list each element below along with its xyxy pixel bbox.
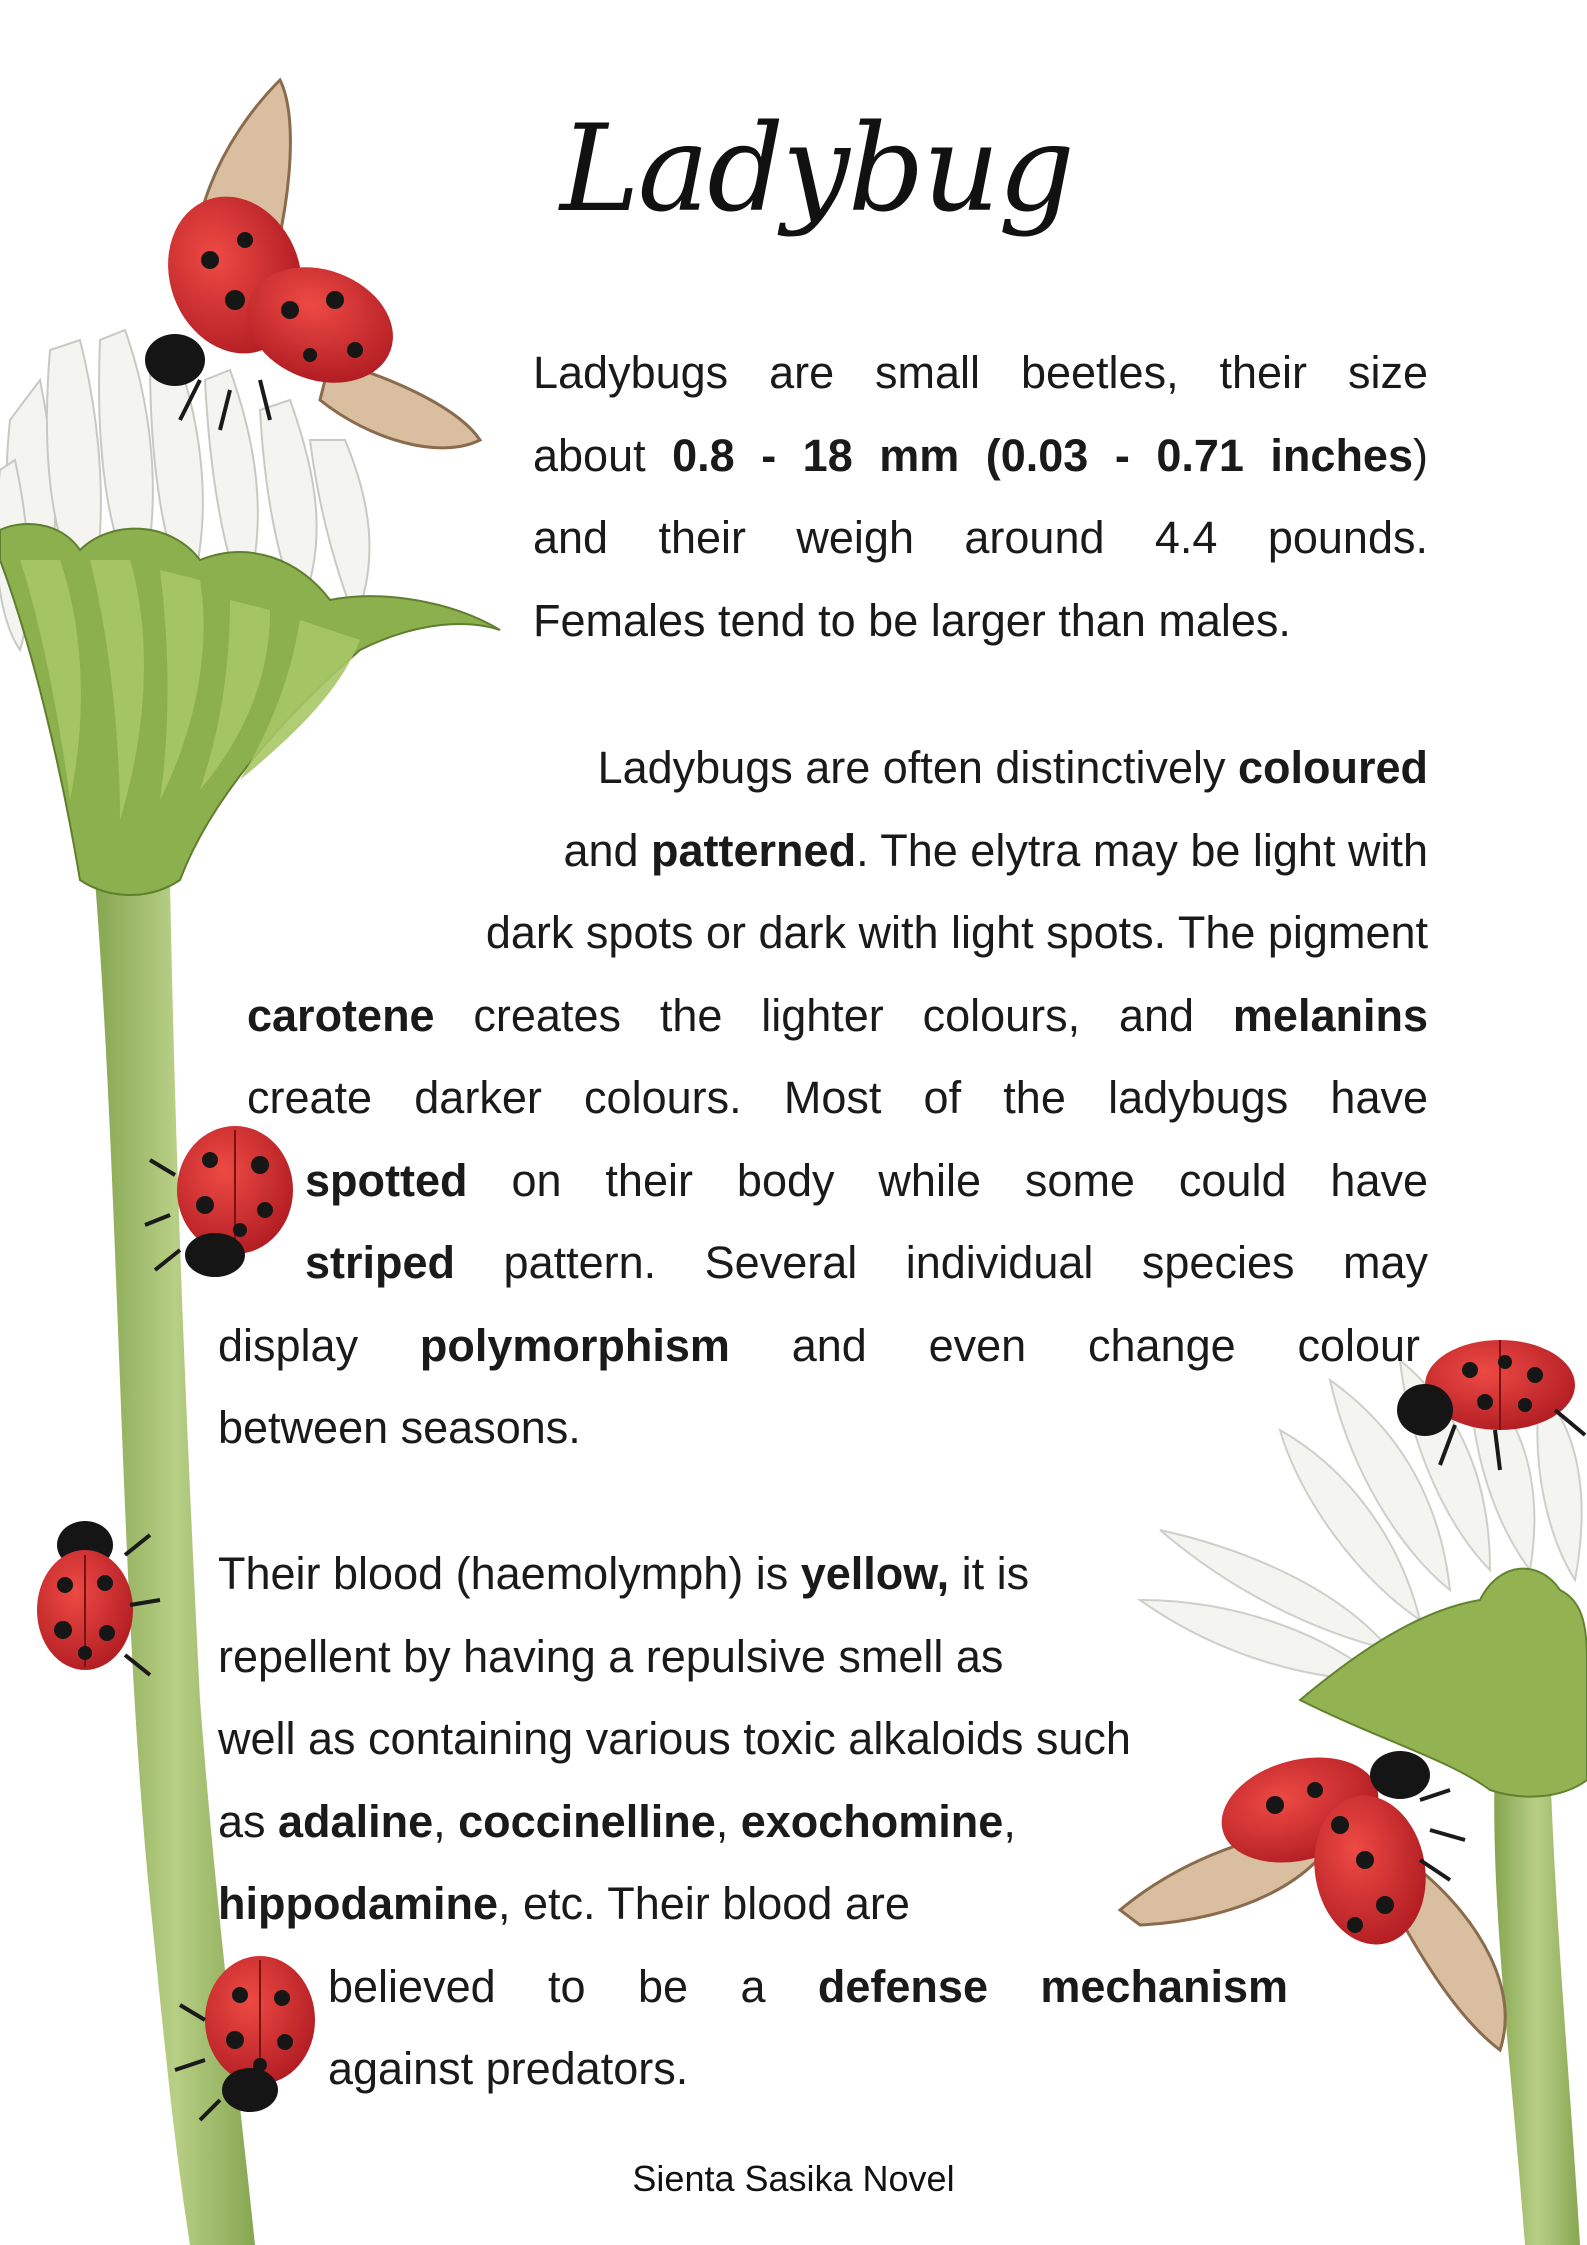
paragraph-blood (218, 1533, 1318, 2111)
text-line: believed to be a defense mechanism (328, 1960, 1288, 2012)
text-line: dark spots or dark with light spots. The pigment (485, 907, 1428, 958)
text-line: striped pattern. Several individual species may (305, 1237, 1428, 1288)
text-line: between seasons. (218, 1402, 581, 1453)
text-line: Ladybugs are small beetles, their size (533, 347, 1428, 398)
text-line: Ladybugs are often distinctively coloured (597, 742, 1428, 793)
text-line: Their blood (haemolymph) is yellow, it is (218, 1548, 1030, 1599)
author-credit: Sienta Sasika Novel (632, 2158, 955, 2199)
text-line: and their weigh around 4.4 pounds. (533, 512, 1428, 563)
text-line: display polymorphism and even change colour (218, 1319, 1421, 1371)
flying-ladybug-top-icon (145, 80, 480, 448)
text-line: spotted on their body while some could have (305, 1154, 1428, 1206)
page-title: Ladybug (560, 100, 1073, 239)
text-line: against predators. (328, 2043, 689, 2094)
paragraph-colour-pattern (0, 727, 1428, 1470)
text-line: well as containing various toxic alkaloids such (218, 1713, 1131, 1764)
text-line: and patterned. The elytra may be light with (563, 824, 1428, 876)
text-line: create darker colours. Most of the ladybugs have (247, 1072, 1428, 1123)
text-line: hippodamine, etc. Their blood are (218, 1878, 910, 1929)
text-line: carotene creates the lighter colours, and melanins (247, 989, 1428, 1041)
text-line: about 0.8 - 18 mm (0.03 - 0.71 inches) (533, 429, 1428, 481)
text-line: as adaline, coccinelline, exochomine, (218, 1795, 1016, 1847)
text-line: Females tend to be larger than males. (533, 594, 1291, 646)
text-line: repellent by having a repulsive smell as (218, 1630, 1004, 1682)
paragraph-size (533, 332, 1428, 662)
